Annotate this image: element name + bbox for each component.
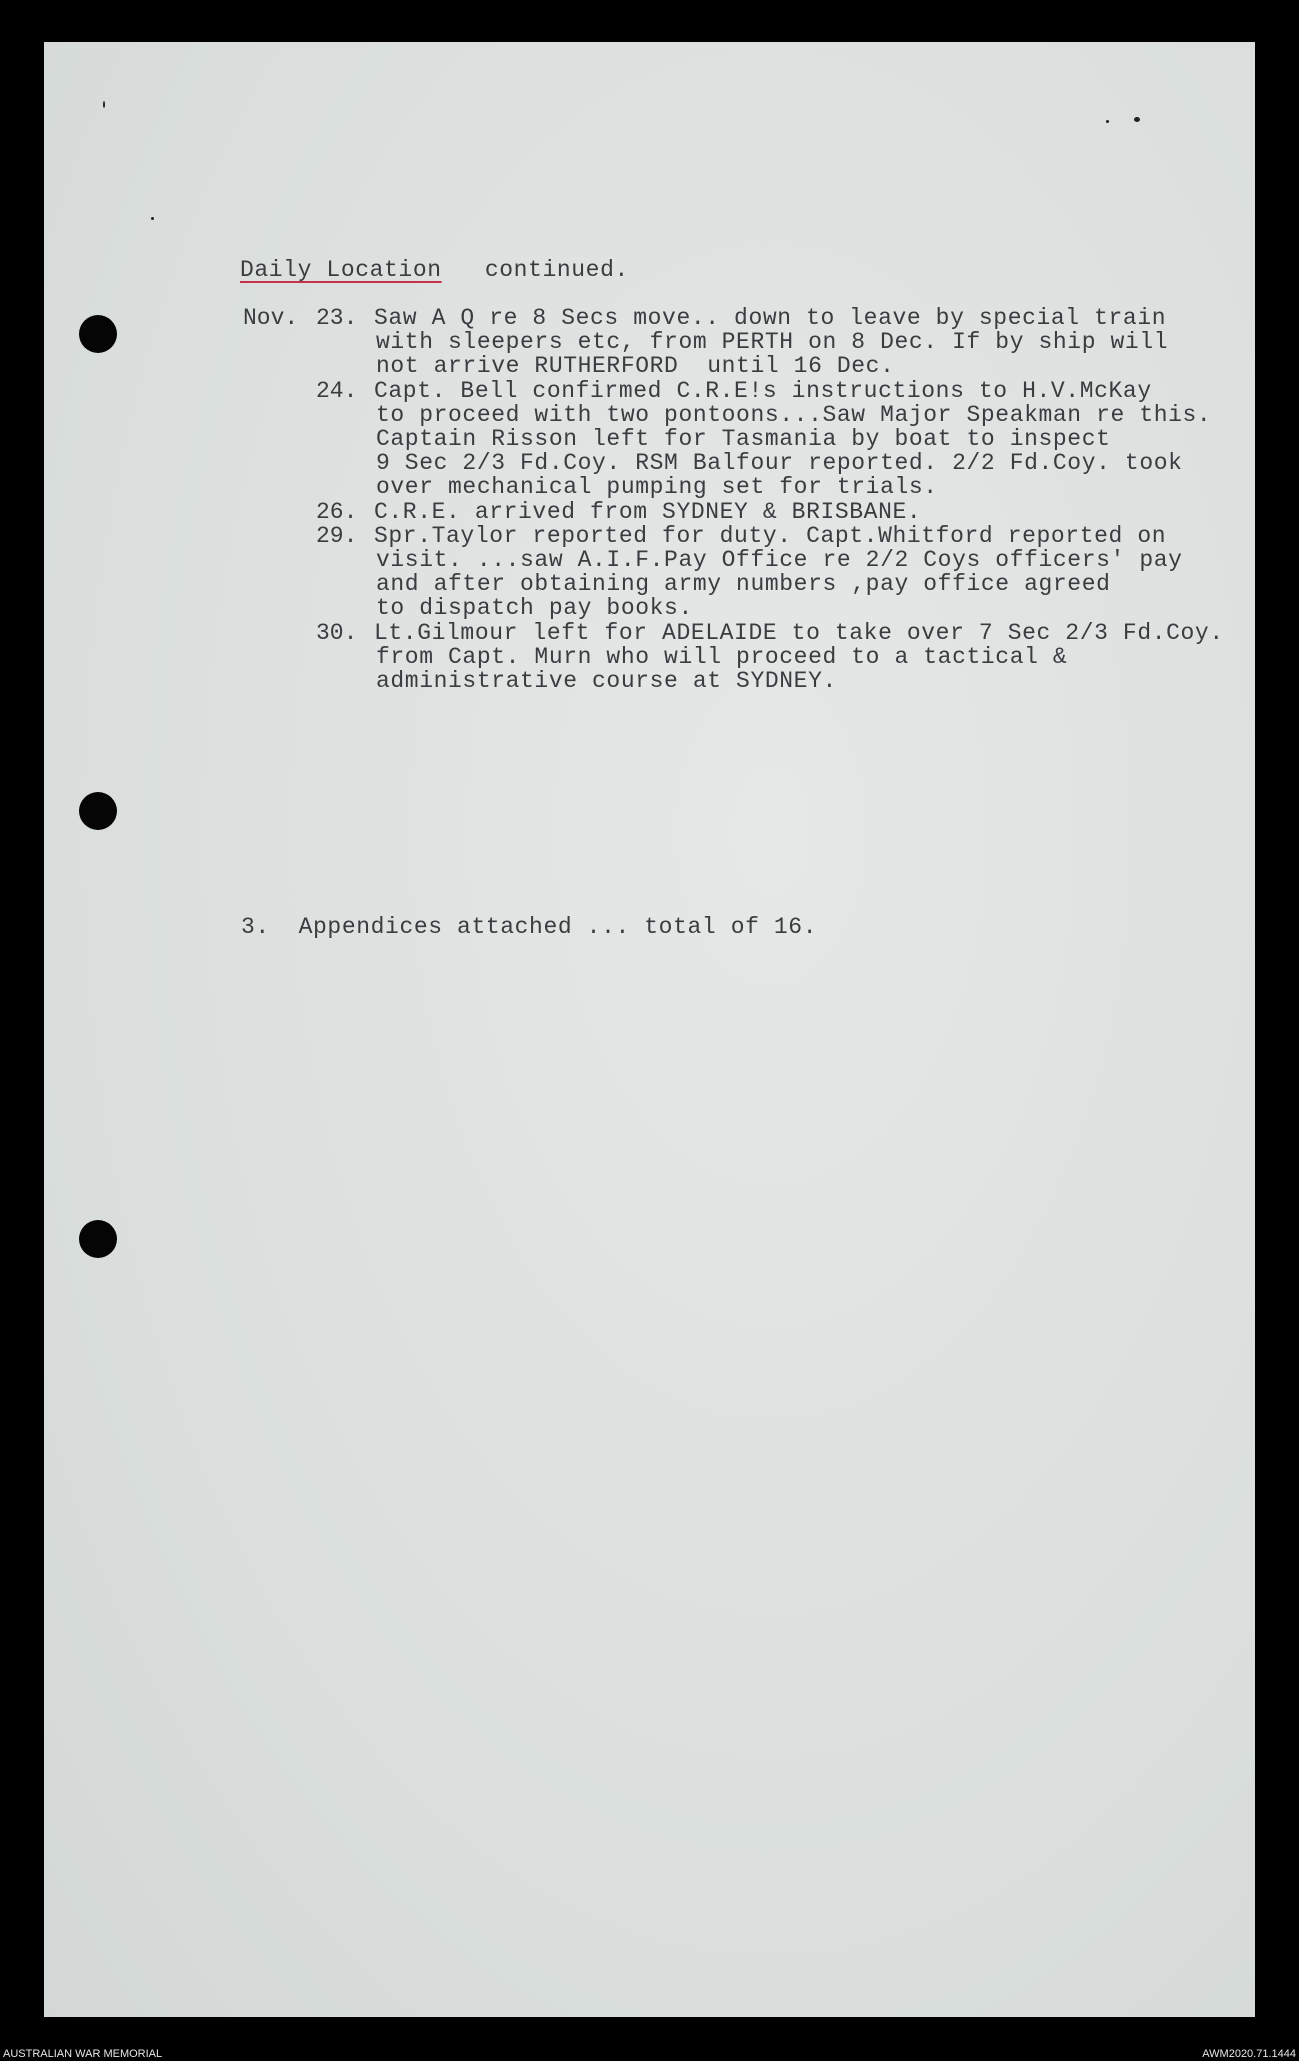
- heading-suffix: continued.: [484, 257, 629, 283]
- paper-mark: [1106, 120, 1109, 123]
- document-page: [44, 42, 1255, 2017]
- paper-mark: [103, 101, 105, 108]
- entry-line: Saw A Q re 8 Secs move.. down to leave by special train: [374, 305, 1167, 331]
- entry-day: 29.: [316, 522, 358, 549]
- paper-mark: [151, 217, 154, 220]
- entry-line: administrative course at SYDNEY.: [376, 668, 837, 694]
- entry-day: 30.: [316, 619, 358, 646]
- punch-hole: [79, 792, 117, 830]
- entry-line: from Capt. Murn who will proceed to a tactical &: [376, 643, 1068, 670]
- entry-line: to proceed with two pontoons...Saw Major Speakman re this.: [376, 401, 1212, 428]
- entry-line: Capt. Bell confirmed C.R.E!s instructions to H.V.McKay: [374, 377, 1152, 404]
- footer-reference: AWM2020.71.1444: [1202, 2048, 1296, 2060]
- entry-line: over mechanical pumping set for trials.: [376, 474, 938, 501]
- entry-line: to dispatch pay books.: [376, 595, 693, 622]
- entry-month: Nov.: [243, 305, 299, 331]
- heading-title: Daily Location: [240, 257, 442, 283]
- entry-line: 9 Sec 2/3 Fd.Coy. RSM Balfour reported. 2/2 Fd.Coy. took: [376, 450, 1183, 477]
- entry-day: 23.: [316, 305, 358, 331]
- appendices-line: [241, 915, 817, 939]
- entry-line: Spr.Taylor reported for duty. Capt.Whitford reported on: [374, 522, 1167, 549]
- section-heading: [240, 258, 629, 282]
- punch-hole: [79, 1220, 117, 1258]
- entry-line: Lt.Gilmour left for ADELAIDE to take over 7 Sec 2/3 Fd.Coy.: [374, 619, 1224, 646]
- entry-line: and after obtaining army numbers ,pay office agreed: [376, 571, 1111, 598]
- entry-line: with sleepers etc, from PERTH on 8 Dec. If by ship will: [376, 329, 1169, 356]
- entry-line: Captain Risson left for Tasmania by boat to inspect: [376, 426, 1111, 452]
- entry-day: 24.: [316, 377, 358, 404]
- appendices-number: 3.: [241, 914, 270, 940]
- appendices-text: Appendices attached ... total of 16.: [298, 914, 818, 940]
- entry-line: not arrive RUTHERFORD until 16 Dec.: [376, 353, 895, 380]
- punch-hole: [79, 315, 117, 353]
- entry-line: visit. ...saw A.I.F.Pay Office re 2/2 Coys officers' pay: [376, 547, 1183, 573]
- footer-credit: AUSTRALIAN WAR MEMORIAL: [3, 2048, 163, 2060]
- entry-line: C.R.E. arrived from SYDNEY & BRISBANE.: [374, 498, 922, 525]
- entry-day: 26.: [316, 498, 358, 525]
- paper-mark: [1134, 117, 1140, 122]
